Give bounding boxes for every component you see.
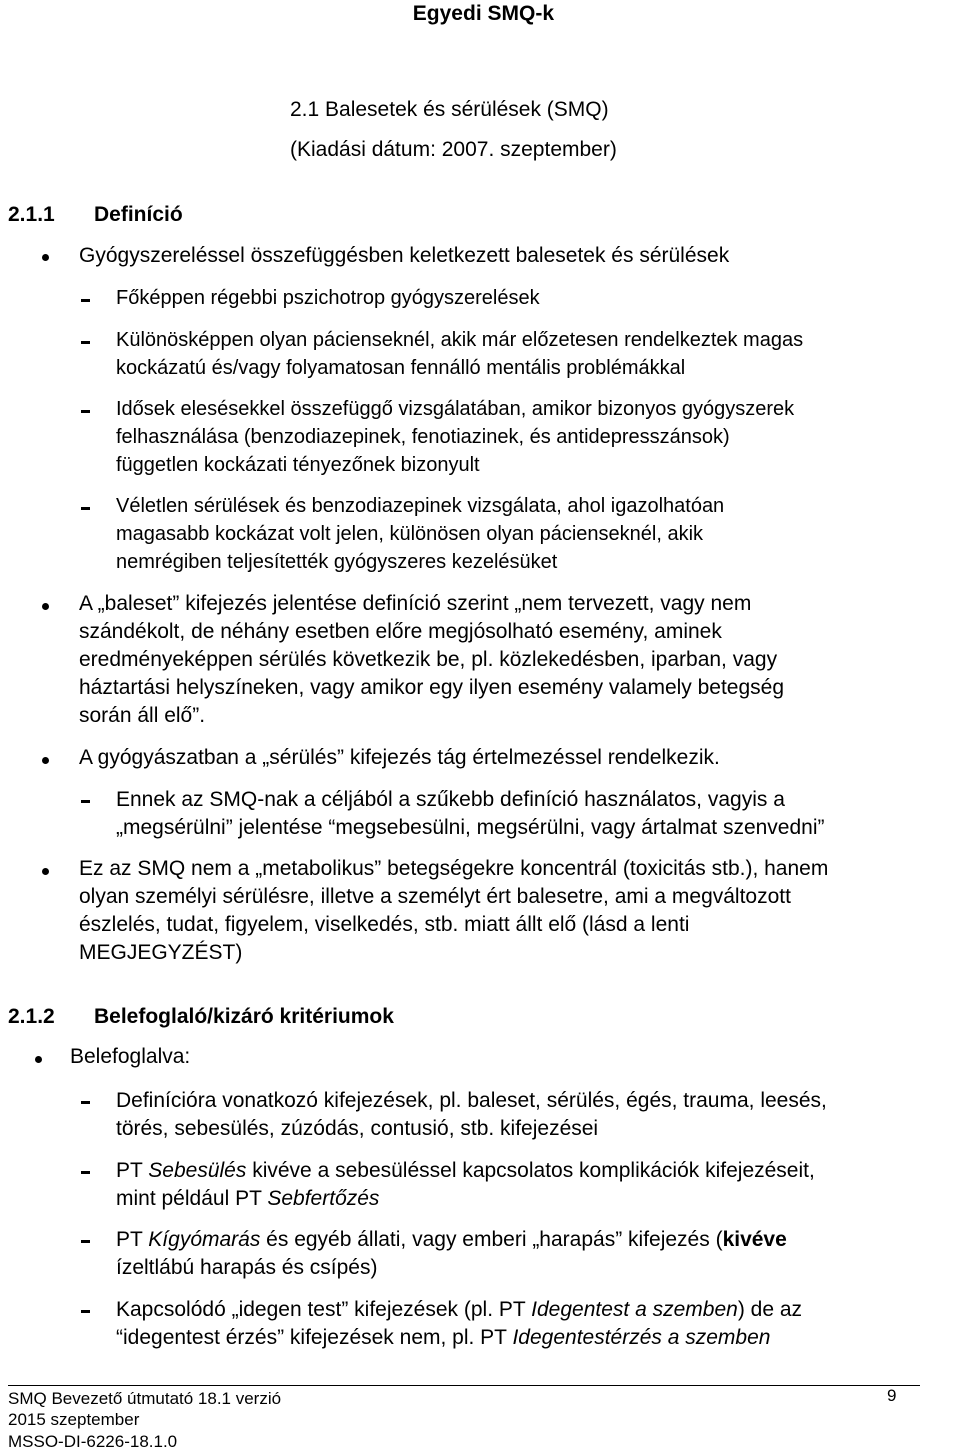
bullet-item: Ez az SMQ nem a „metabolikus” betegségekre koncentrál (toxicitás stb.), hanem olyan személyi sérülésre, illetve a személyt ért balesetre, ami a megváltozott észlelés, tudat, figyelem, viselkedés, stb. miatt állt elő (lásd a lenti MEGJEGYZÉST) — [79, 857, 829, 964]
sub-item: PT Kígyómarás és egyéb állati, vagy emberi „harapás” kifejezés (kivéve ízeltlábú harapás és csípés) — [116, 1228, 787, 1279]
sub-item: PT Sebesülés kivéve a sebesüléssel kapcsolatos komplikációk kifejezéseit, mint például PT Sebfertőzés — [116, 1159, 815, 1210]
dash-icon — [81, 1101, 90, 1104]
section-number: 2.1.1 — [8, 203, 55, 226]
bullet-item: A gyógyászatban a „sérülés” kifejezés tág értelmezéssel rendelkezik. — [79, 746, 720, 769]
sub-item: Definícióra vonatkozó kifejezések, pl. baleset, sérülés, égés, trauma, leesés, törés, sebesülés, zúzódás, contusió, stb. kifejezései — [116, 1089, 827, 1140]
document-title: 2.1 Balesetek és sérülések (SMQ) — [290, 98, 609, 121]
dash-icon — [81, 341, 90, 344]
sub-item: Főképpen régebbi pszichotrop gyógyszerelések — [116, 287, 540, 309]
dash-icon — [81, 1171, 90, 1174]
dash-icon — [81, 800, 90, 803]
section-heading-definition — [8, 203, 183, 227]
bullet-icon — [42, 603, 49, 610]
footer-guide-version: SMQ Bevezető útmutató 18.1 verzió — [8, 1389, 282, 1408]
sub-item: Kapcsolódó „idegen test” kifejezések (pl. PT Idegentest a szemben) de az “idegentest érzés” kifejezések nem, pl. PT Idegentestérzés a szemben — [116, 1298, 803, 1349]
bullet-item: Belefoglalva: — [70, 1045, 191, 1068]
bullet-item: Gyógyszereléssel összefüggésben keletkezett balesetek és sérülések — [79, 244, 730, 267]
footer-divider — [8, 1385, 920, 1386]
sub-item: Különösképpen olyan pácienseknél, akik már előzetesen rendelkeztek magas kockázatú és/vagy folyamatosan fennálló mentális problémákkal — [116, 329, 804, 379]
footer-doc-id: MSSO-DI-6226-18.1.0 — [8, 1432, 178, 1451]
bullet-item: A „baleset” kifejezés jelentése definíció szerint „nem tervezett, vagy nem szándékolt, de néhány esetben előre megjósolható esemény, aminek eredményeképpen sérülés következik be, pl. közlekedésben, iparban, vagy háztartási helyszíneken, vagy amikor egy ilyen esemény valamely betegség során áll elő”. — [79, 592, 785, 727]
sub-item: Ennek az SMQ-nak a céljából a szűkebb definíció használatos, vagyis a „megsérülni” jelentése “megsebesülni, megsérülni, vagy ártalmat szenvedni” — [116, 788, 825, 839]
sub-item: Idősek elesésekkel összefüggő vizsgálatában, amikor bizonyos gyógyszerek felhasználása (benzodiazepinek, fenotiazinek, és antidepresszánsok) független kockázati tényezőnek bizonyult — [116, 398, 795, 476]
dash-icon — [81, 410, 90, 413]
issue-date: (Kiadási dátum: 2007. szeptember) — [290, 138, 617, 161]
footer-date: 2015 szeptember — [8, 1410, 140, 1429]
dash-icon — [81, 507, 90, 510]
running-header: Egyedi SMQ-k — [412, 2, 554, 25]
dash-icon — [81, 1310, 90, 1313]
sub-item: Véletlen sérülések és benzodiazepinek vizsgálata, ahol igazolhatóan magasabb kockázat volt jelen, különösen olyan pácienseknél, akik nemrégiben teljesítették gyógyszeres kezelésüket — [116, 495, 725, 573]
section-heading-criteria — [8, 1005, 394, 1029]
bullet-icon — [42, 757, 49, 764]
section-number: 2.1.2 — [8, 1005, 55, 1028]
section-title: Definíció — [94, 203, 183, 226]
bullet-icon — [42, 254, 49, 261]
page-number: 9 — [887, 1386, 897, 1405]
dash-icon — [81, 299, 90, 302]
section-title: Belefoglaló/kizáró kritériumok — [94, 1005, 394, 1028]
bullet-icon — [42, 868, 49, 875]
dash-icon — [81, 1240, 90, 1243]
bullet-icon — [35, 1056, 42, 1063]
